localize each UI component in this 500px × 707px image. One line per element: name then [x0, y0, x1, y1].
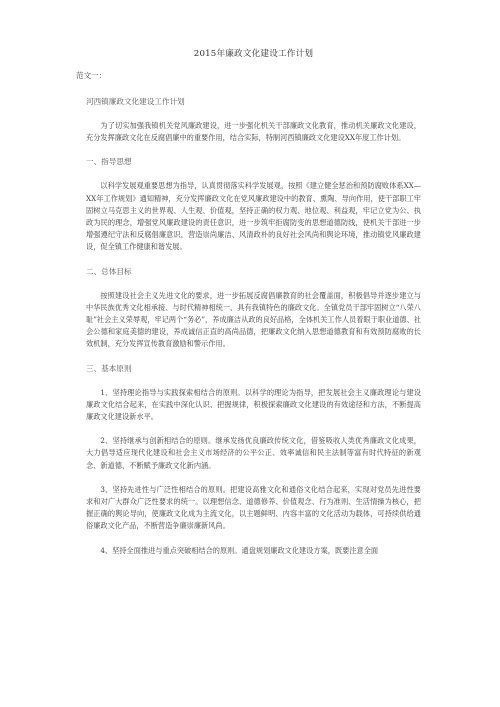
- document-title: 2015年廉政文化建设工作计划: [193, 49, 314, 59]
- document-subtitle: 河西镇廉政文化建设工作计划: [86, 97, 185, 106]
- section-heading-2: 二、总体目标: [86, 266, 132, 276]
- principle-1-paragraph: 1、坚持理论指导与实践探索相结合的原则。以科学的理论为指导，把发展社会主义廉政理论与建设廉政文化结合起来，在实践中深化认识、把握规律，积极探索廉政文化建设的有效途径和方法，不断提高廉政文化建设新水平。: [86, 387, 421, 422]
- section-2-paragraph-1: 按照建设社会主义先进文化的要求，进一步拓展反腐倡廉教育的社会覆盖面，积极倡导并逐步建立与中华民族优秀文化相承接、与时代精神相统一、具有我镇特色的廉政文化。全镇党员干部牢固树立“八荣八耻”社会主义荣辱观，牢记两个“务必”，养成廉洁从政的良好品格，全体机关工作人员着眼于职业道德、社会公德和家庭美德的建设，养成诚信正直的高尚品德，把廉政文化纳入思想道德教育和有效预防腐败的长效机制，充分发挥宣传教育激励和警示作用。: [86, 290, 421, 349]
- section-heading-3: 三、基本原则: [86, 363, 132, 373]
- principle-3-paragraph: 3、坚持先进性与广泛性相结合的原则。把建设高雅文化和通俗文化结合起来，实现对党员先进性要求和对广大群众广泛性要求的统一。以理想信念、道德修养、价值观念、行为准则、生活情操为核心，把握正确的舆论导向，使廉政文化成为主流文化，以主题鲜明、内容丰富的文化活动为载体，可持续供给通俗廉政文化产品，不断营造争廉崇廉新风尚。: [86, 484, 421, 531]
- section-1-paragraph-1: 以科学发展观重要思想为指导，认真贯彻落实科学发展观，按照《建立健全惩治和预防腐败体系XX—XX年工作规划》通知精神，充分发挥廉政文化在党风廉政建设中的教育、熏陶、导向作用，使干部职工牢固树立马克思主义的世界观、人生观、价值观，坚持正确的权力观、地位观、利益观，牢记立党为公、执政为民的理念，增强党风廉政建设的责任意识，进一步筑牢拒腐防变的思想道德防线，使机关干部进一步增强遵纪守法和反腐倡廉意识，营造崇尚廉洁、风清政朴的良好社会风尚和舆论环境，推动镇党风廉政建设，促全镇工作健康和谐发展。: [86, 181, 421, 252]
- sample-label: 范文一：: [76, 71, 107, 80]
- section-heading-1: 一、指导思想: [86, 157, 132, 167]
- document-page: [76, 48, 421, 569]
- principle-4-paragraph: 4、坚持全面推进与重点突破相结合的原则。通盘规划廉政文化建设方案，既要注意全面: [100, 545, 379, 555]
- intro-paragraph: 为了切实加强我镇机关党风廉政建设，进一步强化机关干部廉政文化教育，推动机关廉政文化建设，充分发挥廉政文化在反腐倡廉中的重要作用，结合实际，特制河西镇廉政文化建设XX年度工作计划。: [86, 121, 421, 143]
- principle-2-paragraph: 2、坚持继承与创新相结合的原则。继承发扬优良廉政传统文化，借鉴吸收人类优秀廉政文化成果，大力倡导适应现代化建设和社会主义市场经济的公平公正、效率诚信和民主法制等富有时代特征的新观念、新道德，不断赋予廉政文化新内涵。: [86, 436, 421, 470]
